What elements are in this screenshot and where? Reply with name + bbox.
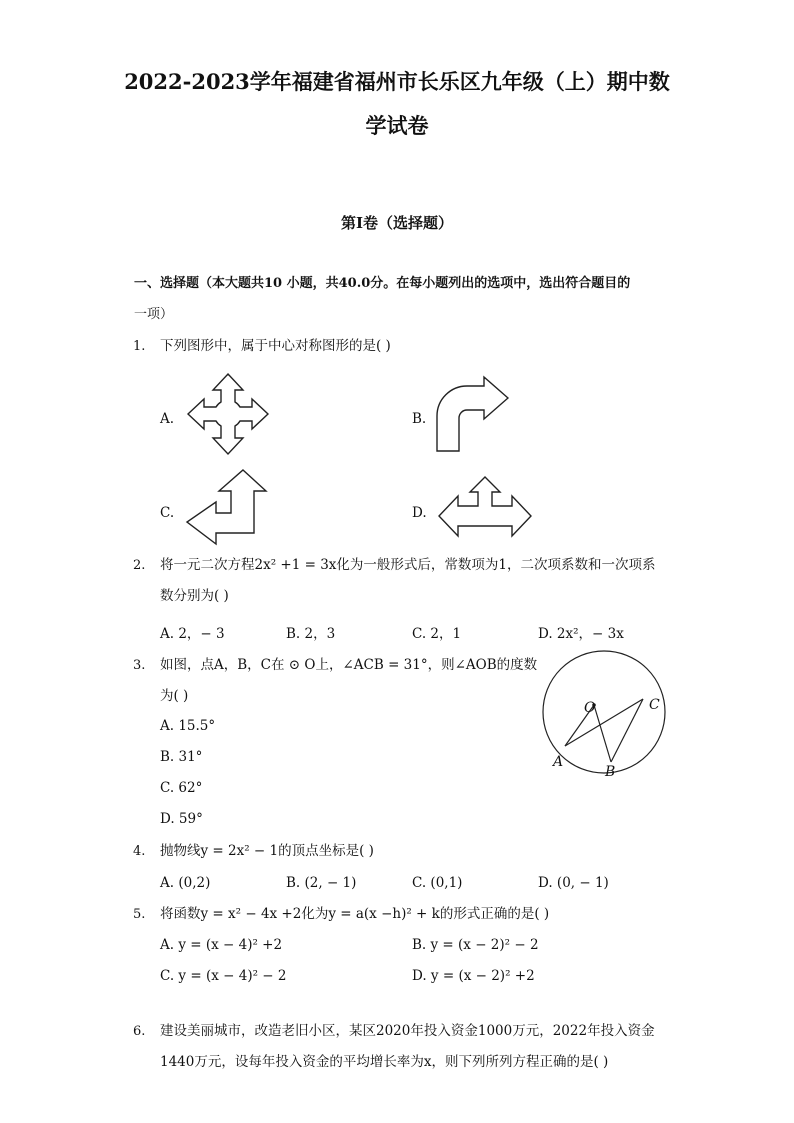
question-number: 2. [133,558,146,573]
option-c: C. 62° [160,780,203,796]
option-c: C. (0,1) [412,875,463,891]
question-text: 抛物线y = 2x² − 1的顶点坐标是( ) [160,843,374,859]
option-a: A. (0,2) [160,875,211,891]
l-shaped-arrow-icon [186,469,268,545]
option-c-label: C. [160,505,175,521]
figure-label-c: C [649,697,660,713]
option-c: C. y = (x − 4)² − 2 [160,968,287,984]
instructions-line1: 一、选择题（本大题共10 小题，共40.0分。在每小题列出的选项中，选出符合题目的 [134,276,631,291]
question-number: 5. [133,907,146,922]
question-text-line2: 为( ) [160,688,189,704]
four-way-arrow-icon [186,373,270,455]
question-number: 3. [133,658,146,673]
section-title: 第I卷（选择题） [340,214,454,232]
question-number: 1. [133,339,146,354]
page-title-line2: 学试卷 [365,113,429,138]
curved-arrow-icon [436,376,510,452]
option-a: A. 2，− 3 [160,626,225,642]
question-text: 下列图形中，属于中心对称图形的是( ) [160,338,391,354]
question-text-line1: 建设美丽城市，改造老旧小区，某区2020年投入资金1000万元，2022年投入资金 [160,1023,655,1039]
option-d-label: D. [412,505,427,521]
option-b-label: B. [412,411,427,427]
instructions-line2: 一项） [134,307,174,322]
question-text-line2: 1440万元，设每年投入资金的平均增长率为x，则下列所列方程正确的是( ) [160,1054,609,1070]
option-b: B. y = (x − 2)² − 2 [412,937,539,953]
option-a-label: A. [160,411,175,427]
question-text-line2: 数分别为( ) [160,588,229,604]
option-d: D. 59° [160,811,203,827]
instructions [134,268,664,330]
question-number: 4. [133,844,146,859]
option-b: B. 31° [160,749,203,765]
t-shaped-arrow-icon [438,476,532,540]
figure-label-b: B [605,764,616,780]
option-a: A. 15.5° [160,718,216,734]
option-b: B. 2，3 [286,626,336,642]
option-a: A. y = (x − 4)² +2 [160,937,283,953]
question-text: 将函数y = x² − 4x +2化为y = a(x −h)² + k的形式正确的是( ) [160,906,550,922]
option-d: D. (0, − 1) [538,875,609,891]
option-d: D. y = (x − 2)² +2 [412,968,535,984]
question-text-line1: 如图，点A，B，C在 ⊙ O上，∠ACB = 31°，则∠AOB的度数 [160,657,538,673]
option-b: B. (2, − 1) [286,875,357,891]
option-d: D. 2x²，− 3x [538,626,624,642]
figure-label-o: O [584,700,596,716]
page-title-line1: 2022-2023学年福建省福州市长乐区九年级（上）期中数 [124,69,670,94]
question-text-line1: 将一元二次方程2x² +1 = 3x化为一般形式后，常数项为1，二次项系数和一次项系 [160,557,656,573]
figure-label-a: A [553,754,564,770]
question-number: 6. [133,1024,146,1039]
option-c: C. 2，1 [412,626,462,642]
